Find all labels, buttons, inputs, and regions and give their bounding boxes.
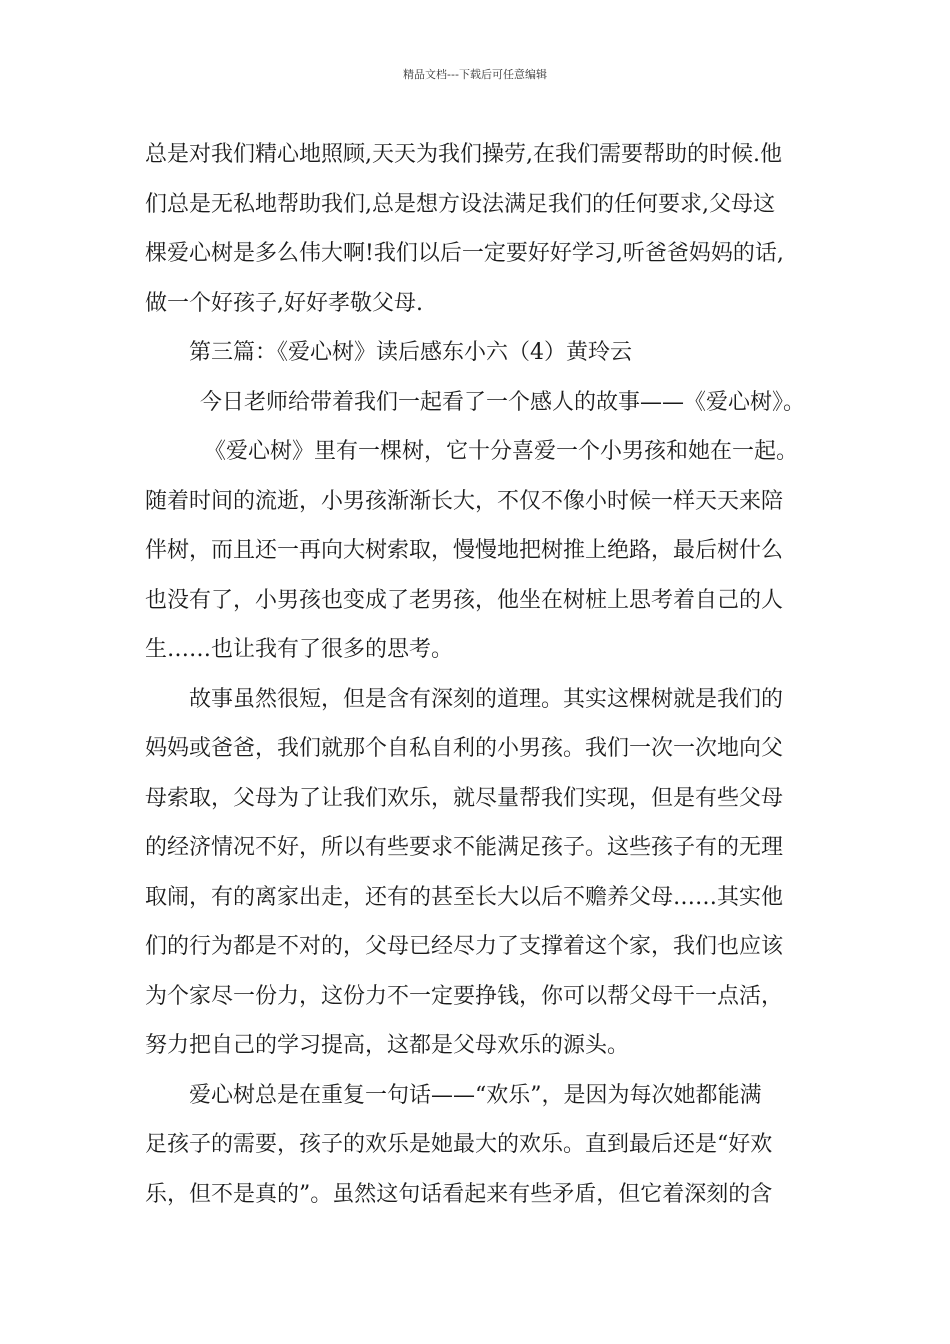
document-body — [145, 130, 813, 1219]
text-line: 取闹，有的离家出走，还有的甚至长大以后不赡养父母……其实他 — [145, 884, 784, 910]
text-line: 故事虽然很短，但是含有深刻的道理。其实这棵树就是我们的 — [189, 686, 784, 712]
section-title: 第三篇：《爱心树》读后感东小六（4）黄玲云 — [189, 340, 632, 365]
text-line: 总是对我们精心地照顾,天天为我们操劳,在我们需要帮助的时候.他 — [145, 142, 782, 167]
text-line: 妈妈或爸爸，我们就那个自私自利的小男孩。我们一次一次地向父 — [145, 736, 784, 761]
text-line: 随着时间的流逝，小男孩渐渐长大，不仅不像小时候一样天天来陪 — [145, 488, 784, 514]
text-line: 棵爱心树是多么伟大啊!我们以后一定要好好学习,听爸爸妈妈的话, — [145, 241, 784, 266]
page-header: 精品文档---下载后可任意编辑 — [403, 68, 547, 81]
text-line: 足孩子的需要，孩子的欢乐是她最大的欢乐。直到最后还是“好欢 — [145, 1132, 773, 1157]
text-line: 生……也让我有了很多的思考。 — [145, 637, 454, 662]
text-line: 们总是无私地帮助我们,总是想方设法满足我们的任何要求,父母这 — [145, 191, 775, 217]
text-line: 母索取，父母为了让我们欢乐，就尽量帮我们实现，但是有些父母 — [145, 785, 784, 811]
text-line: 为个家尽一份力，这份力不一定要挣钱，你可以帮父母干一点活， — [145, 983, 784, 1009]
text-line: 伴树，而且还一再向大树索取，慢慢地把树推上绝路，最后树什么 — [145, 538, 784, 563]
text-line: 爱心树总是在重复一句话——“欢乐”，是因为每次她都能满 — [189, 1082, 762, 1108]
text-line: 今日老师给带着我们一起看了一个感人的故事——《爱心树》。 — [200, 389, 806, 415]
text-line: 也没有了，小男孩也变成了老男孩，他坐在树桩上思考着自己的人 — [145, 587, 784, 613]
text-line: 们的行为都是不对的，父母已经尽力了支撑着这个家，我们也应该 — [145, 934, 784, 959]
text-line: 《爱心树》里有一棵树，它十分喜爱一个小男孩和她在一起。 — [204, 439, 799, 464]
text-line: 乐，但不是真的”。虽然这句话看起来有些矛盾，但它着深刻的含 — [145, 1181, 773, 1207]
text-line: 努力把自己的学习提高，这都是父母欢乐的源头。 — [145, 1033, 630, 1058]
text-line: 做一个好孩子,好好孝敬父母. — [145, 290, 423, 316]
text-line: 的经济情况不好，所以有些要求不能满足孩子。这些孩子有的无理 — [145, 835, 784, 860]
